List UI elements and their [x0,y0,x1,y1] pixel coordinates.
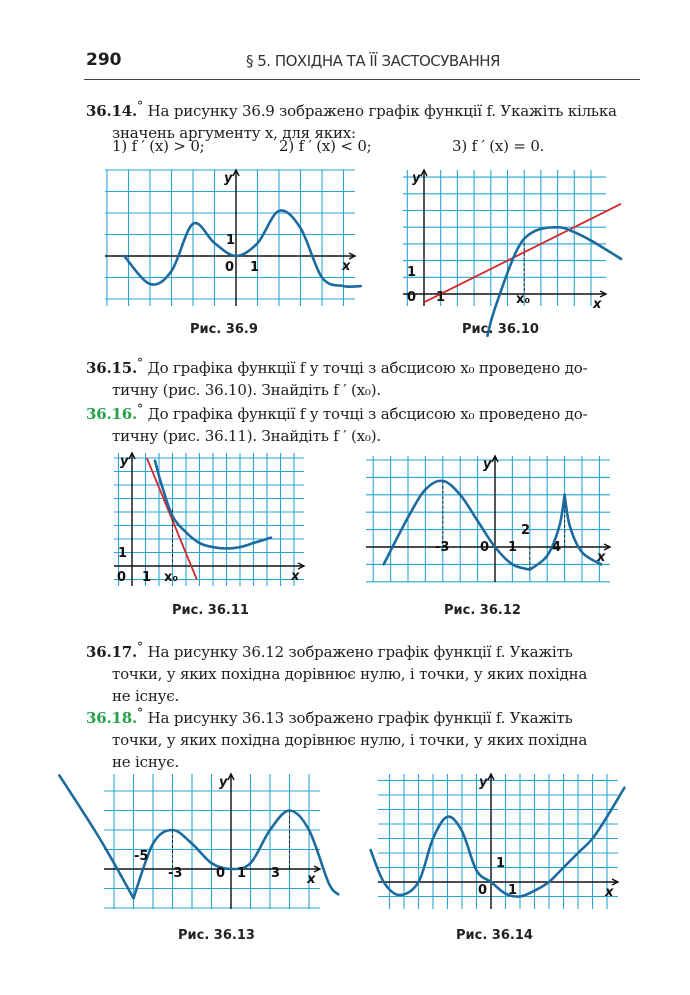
problem-36-17 [86,636,638,707]
problem-text: значень аргументу x, для яких: [112,124,356,142]
problem-text: На рисунку 36.12 зображено графік функції f. Укажіть [143,643,573,661]
option-3: 3) f ′ (x) = 0. [452,137,545,155]
problem-number: 36.18. [86,709,137,727]
problem-36-18 [86,702,638,773]
problem-text: не існує. [112,753,180,771]
page-number: 290 [86,50,122,70]
tick-label: 0 [117,570,127,585]
problem-text: До графіка функції f у точці з абсцисою x₀ проведено до- [143,359,588,377]
y-axis-label: y [120,454,129,469]
tick-label: 1 [508,883,518,898]
tick-label: 1 [237,866,247,881]
tick-label: 1 [226,233,236,248]
caption-36-12: Рис. 36.12 [444,603,521,618]
tangent-line [147,458,197,580]
caption-36-9: Рис. 36.9 [190,322,258,337]
tick-label: 1 [118,546,128,561]
problem-36-16 [86,398,638,447]
problem-text: точки, у яких похідна дорівнює нулю, і точки, у яких похідна [112,665,588,683]
tick-label: x₀ [516,292,531,307]
problem-text: До графіка функції f у точці з абсцисою x₀ проведено до- [143,405,588,423]
section-title: § 5. ПОХІДНА ТА ЇЇ ЗАСТОСУВАННЯ [246,52,500,70]
level-mark: ° [137,639,144,654]
x-axis-label: x [593,297,602,312]
x-axis-label: x [605,885,614,900]
caption-36-14: Рис. 36.14 [456,928,533,943]
caption-36-13: Рис. 36.13 [178,928,255,943]
problem-text: точки, у яких похідна дорівнює нулю, і точки, у яких похідна [112,731,588,749]
tick-label: 1 [250,260,260,275]
tick-label: 1 [496,856,506,871]
tick-label: 1 [142,570,152,585]
tick-label: 0 [478,883,488,898]
level-mark: ° [137,98,144,113]
x-axis-label: x [291,569,300,584]
problem-number: 36.17. [86,643,137,661]
x-axis-label: x [307,872,316,887]
option-1: 1) f ′ (x) > 0; [112,137,205,155]
problem-text: тичну (рис. 36.10). Знайдіть f ′ (x₀). [112,381,381,399]
y-axis-label: y [219,775,228,790]
tick-label: -5 [134,849,149,864]
problem-36-15 [86,352,638,401]
y-axis-label: y [483,457,492,472]
function-curve [371,788,625,897]
problem-text: тичну (рис. 36.11). Знайдіть f ′ (x₀). [112,427,381,445]
problem-text: На рисунку 36.9 зображено графік функції f. Укажіть кілька [143,102,617,120]
tick-label: 1 [436,290,446,305]
problem-number: 36.16. [86,405,137,423]
tick-label: 0 [480,540,490,555]
x-axis-label: x [342,259,351,274]
level-mark: ° [137,401,144,416]
function-curve [384,481,530,570]
level-mark: ° [137,355,144,370]
problem-text: На рисунку 36.13 зображено графік функції f. Укажіть [143,709,573,727]
x-axis-label: x [597,550,606,565]
tick-label: -3 [435,540,450,555]
tick-label: 1 [508,540,518,555]
problem-number: 36.15. [86,359,137,377]
level-mark: ° [137,705,144,720]
tick-label: x₀ [164,570,179,585]
problem-text: не існує. [112,687,180,705]
figure-36-12 [366,456,610,582]
option-2: 2) f ′ (x) < 0; [279,137,372,155]
y-axis-label: y [479,775,488,790]
header-divider [84,79,640,80]
tick-label: 0 [216,866,226,881]
caption-36-11: Рис. 36.11 [172,603,249,618]
tick-label: 3 [271,866,281,881]
tick-label: -3 [168,866,183,881]
function-curve [124,210,361,286]
figure-36-9 [105,170,355,306]
function-curve [59,775,133,898]
y-axis-label: y [412,171,421,186]
figure-36-14 [378,774,618,909]
tick-label: 0 [225,260,235,275]
y-axis-label: y [224,171,233,186]
figure-36-11 [114,453,304,586]
problem-number: 36.14. [86,102,137,120]
tick-label: 4 [552,540,562,555]
caption-36-10: Рис. 36.10 [462,322,539,337]
figure-36-10 [403,170,606,312]
tick-label: 1 [407,265,417,280]
tick-label: 0 [407,290,417,305]
tick-label: 2 [521,523,531,538]
figure-36-13 [104,774,320,909]
